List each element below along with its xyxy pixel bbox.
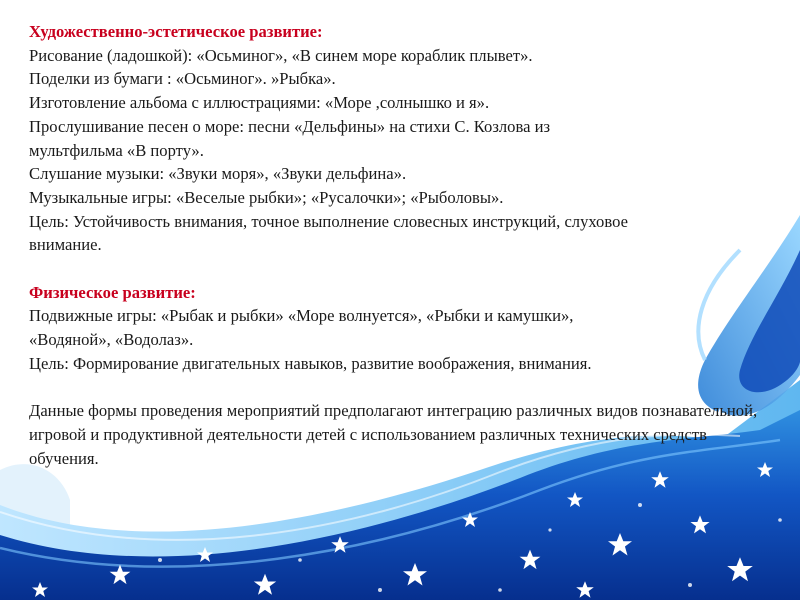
spacer <box>29 376 774 400</box>
arts-line-7: Музыкальные игры: «Веселые рыбки»; «Русалочки»; «Рыболовы». <box>29 187 504 207</box>
arts-line-3: Изготовление альбома с иллюстрациями: «Море ,солнышко и я». <box>29 93 490 113</box>
arts-line-6: Слушание музыки: «Звуки моря», «Звуки дельфина». <box>29 164 407 184</box>
section-heading-arts: Художественно-эстетическое развитие: <box>29 22 323 41</box>
arts-line-4: Прослушивание песен о море: песни «Дельфины» на стихи С. Козлова из <box>29 116 551 136</box>
arts-line-9: внимание. <box>29 235 102 255</box>
arts-line-8: Цель: Устойчивость внимания, точное выполнение словесных инструкций, слуховое <box>29 211 628 231</box>
conclusion-paragraph: Данные формы проведения мероприятий предполагают интеграцию различных видов познавательной, игровой и продуктивной деятельности детей с использованием различных технических средств обучения. <box>29 401 758 468</box>
arts-line-1: Рисование (ладошкой): «Осьминог», «В синем море кораблик плывет». <box>29 45 533 65</box>
physical-line-1: Подвижные игры: «Рыбак и рыбки» «Море волнуется», «Рыбки и камушки», <box>29 306 574 326</box>
physical-line-2: «Водяной», «Водолаз». <box>29 330 194 350</box>
slide-text <box>29 20 774 470</box>
arts-line-2: Поделки из бумаги : «Осьминог». »Рыбка». <box>29 69 336 89</box>
section-heading-physical: Физическое развитие: <box>29 282 196 302</box>
physical-line-3: Цель: Формирование двигательных навыков, развитие воображения, внимания. <box>29 353 592 373</box>
spacer <box>29 257 774 281</box>
arts-line-5: мультфильма «В порту». <box>29 140 204 160</box>
